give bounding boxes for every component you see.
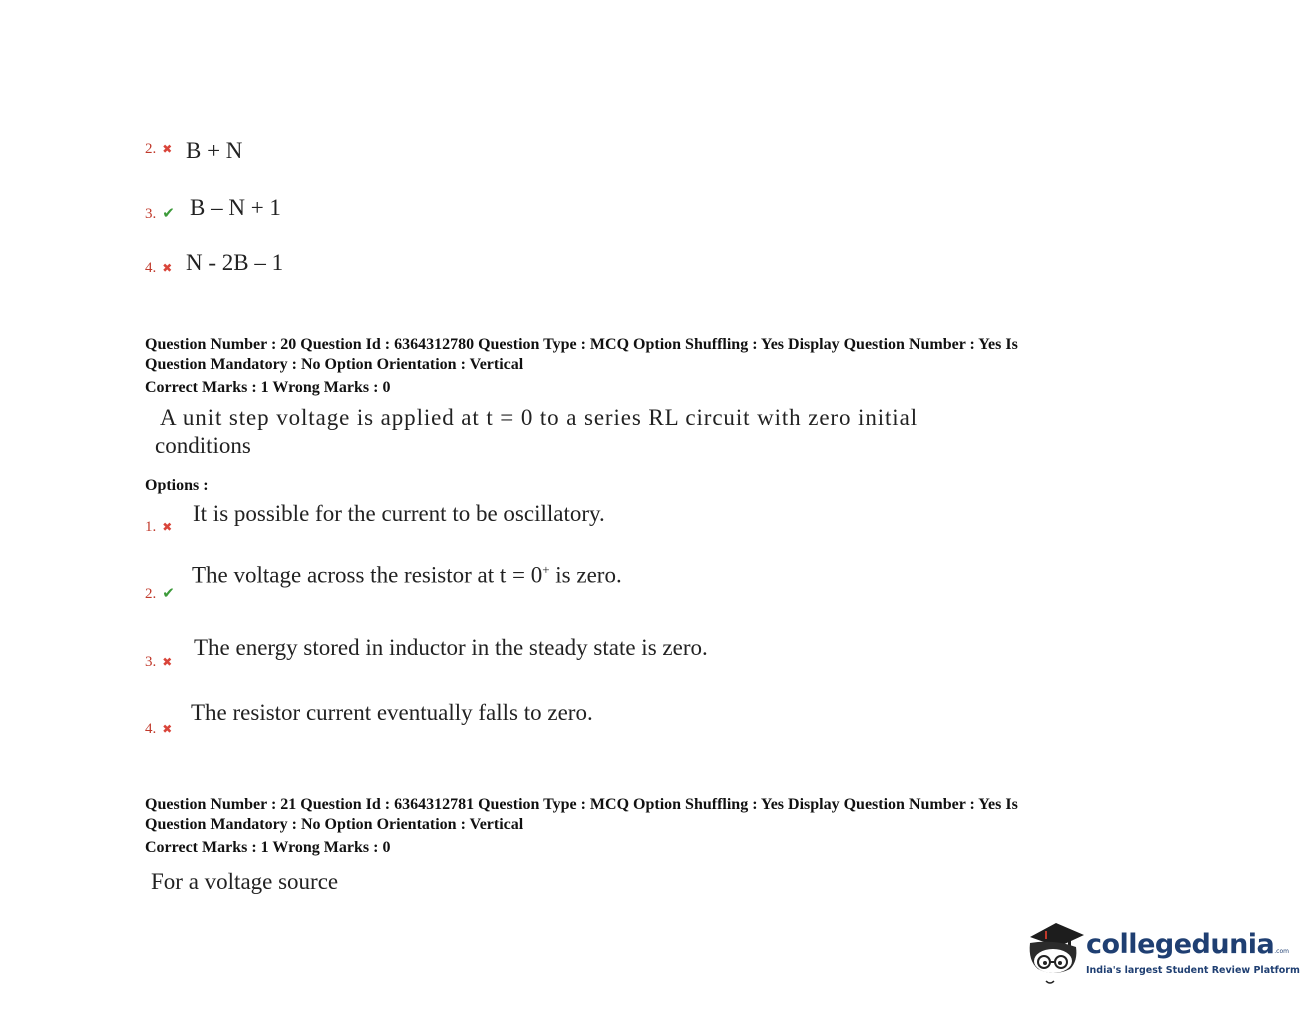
q20-option-3 (145, 653, 172, 671)
prev-option-4 (145, 259, 172, 277)
q20-option-4 (145, 720, 172, 738)
cross-mark-icon: ✖ (162, 520, 173, 534)
cross-mark-icon: ✖ (162, 261, 173, 275)
check-mark-icon: ✔ (162, 586, 175, 602)
q20-text-line1: A unit step voltage is applied at t = 0 to a series RL circuit with zero initial (160, 405, 918, 430)
option-number: 1. (145, 519, 157, 535)
cross-mark-icon: ✖ (162, 655, 173, 669)
q20-options-label: Options : (145, 477, 209, 494)
option-number: 2. (145, 586, 157, 602)
q20-text-line2: conditions (155, 433, 251, 458)
prev-option-4-text: N - 2B – 1 (186, 250, 284, 275)
q21-meta-line2: Question Mandatory : No Option Orientation : Vertical (145, 816, 524, 833)
mascot-icon (1024, 917, 1086, 987)
q20-option-1 (145, 518, 172, 536)
q20-option-1-text: It is possible for the current to be oscillatory. (193, 501, 605, 526)
logo-tagline: India's largest Student Review Platform (1086, 965, 1300, 976)
option-number: 3. (145, 206, 157, 222)
q20-marks: Correct Marks : 1 Wrong Marks : 0 (145, 379, 391, 396)
q20-meta-line1: Question Number : 20 Question Id : 6364312780 Question Type : MCQ Option Shuffling : Yes Display Question Number : Yes Is (145, 336, 1018, 353)
q20-option-2-text-sup: + (542, 562, 550, 577)
option-number: 2. (145, 141, 157, 157)
option-number: 4. (145, 260, 157, 276)
q21-marks: Correct Marks : 1 Wrong Marks : 0 (145, 839, 391, 856)
q20-meta-line2: Question Mandatory : No Option Orientation : Vertical (145, 356, 524, 373)
logo-dotcom: .com (1274, 948, 1289, 955)
option-number: 3. (145, 654, 157, 670)
q20-option-2 (145, 584, 175, 603)
q20-option-3-text: The energy stored in inductor in the steady state is zero. (194, 635, 708, 660)
q20-option-2-text (192, 562, 622, 589)
check-mark-icon: ✔ (162, 206, 175, 222)
collegedunia-logo (1024, 917, 1300, 987)
q21-text: For a voltage source (151, 869, 339, 894)
q21-meta (145, 795, 1145, 835)
logo-name: collegedunia (1086, 929, 1275, 960)
q20-option-2-text-main: The voltage across the resistor at t = 0 (192, 562, 543, 588)
cross-mark-icon: ✖ (162, 142, 173, 156)
q20-option-4-text: The resistor current eventually falls to zero. (191, 700, 593, 725)
cross-mark-icon: ✖ (162, 722, 173, 736)
prev-option-3-text: B – N + 1 (190, 195, 281, 220)
prev-option-3 (145, 204, 175, 223)
q21-meta-line1: Question Number : 21 Question Id : 6364312781 Question Type : MCQ Option Shuffling : Yes Display Question Number : Yes Is (145, 796, 1018, 813)
prev-option-2-text: B + N (186, 138, 243, 163)
option-number: 4. (145, 721, 157, 737)
q20-meta (145, 335, 1145, 375)
q20-option-2-text-end: is zero. (549, 562, 622, 588)
prev-option-2 (145, 140, 172, 158)
